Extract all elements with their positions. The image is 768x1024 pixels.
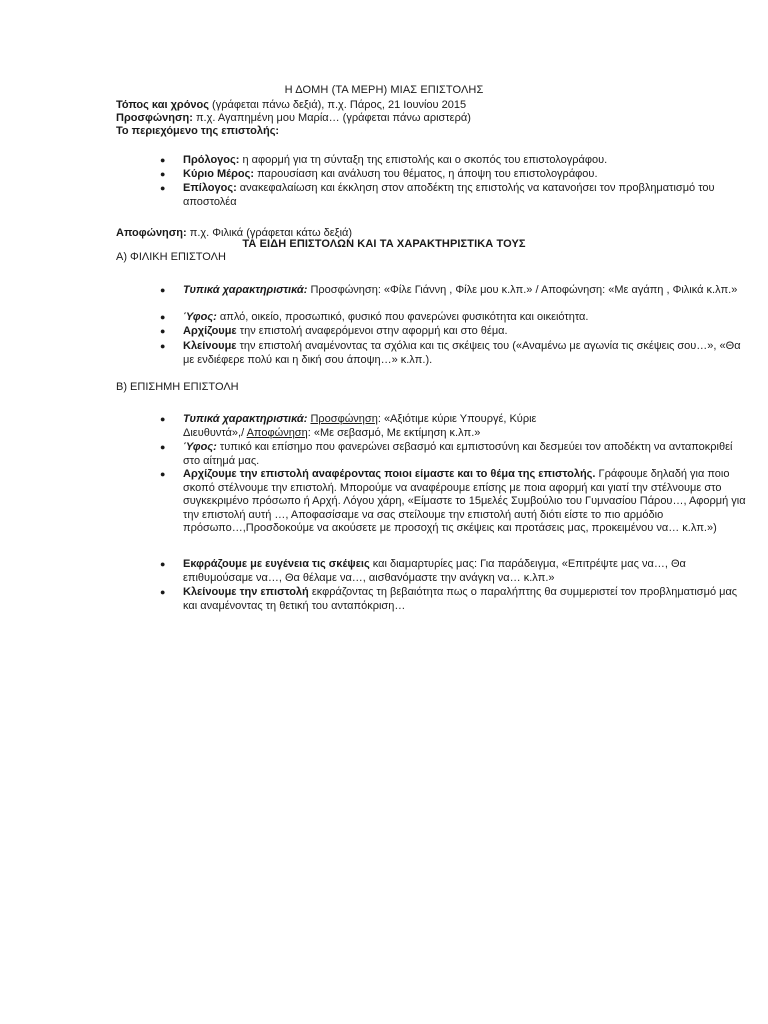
filiki-typika-label: Τυπικά χαρακτηριστικά: — [183, 284, 308, 296]
bullet-icon: ● — [160, 155, 166, 165]
bullet-icon: ● — [160, 559, 166, 569]
types-title: ΤΑ ΕΙΔΗ ΕΠΙΣΤΟΛΩΝ ΚΑΙ ΤΑ ΧΑΡΑΚΤΗΡΙΣΤΙΚΑ ΤΟΥΣ — [242, 238, 526, 250]
bullet-icon: ● — [160, 169, 166, 179]
periexomeno-line — [116, 124, 279, 138]
bullet-icon: ● — [160, 442, 166, 452]
topos-text: (γράφεται πάνω δεξιά), π.χ. Πάρος, 21 Ιουνίου 2015 — [208, 99, 467, 111]
periexomeno-label: Το περιεχόμενο της επιστολής: — [116, 125, 280, 137]
filiki-yfos-text: απλό, οικείο, προσωπικό, φυσικό που φανερώνει φυσικότητα και οικειότητα. — [216, 311, 589, 323]
document-page: Η ΔΟΜΗ (ΤΑ ΜΕΡΗ) ΜΙΑΣ ΕΠΙΣΤΟΛΗΣ Τόπος και χρόνος (γράφεται πάνω δεξιά), π.χ. Πάρος, 21 Ιουνίου 2015 Προσφώνηση: π.χ. Αγαπημένη μου Μαρία… (γράφεται πάνω αριστερά) Το περιεχόμενο της επιστολής: ● Πρόλογος: η αφορμή για τη σύνταξη της επιστολής και ο σκοπός του επιστολογράφου. ● Κύριο Μέρος: παρουσίαση και ανάλυση του θέματος, η άποψη του επιστολογράφου. ● Επίλογος: ανακεφαλαίωση και έκκληση στον αποδέκτη της επιστολής να κατανοήσει τον προβληματισμό του αποστολέα Αποφώνηση: π.χ. Φιλικά (γράφεται κάτω δεξιά) ΤΑ ΕΙΔΗ ΕΠΙΣΤΟΛΩΝ ΚΑΙ ΤΑ ΧΑΡΑΚΤΗΡΙΣΤΙΚΑ ΤΟΥΣ Α) ΦΙΛΙΚΗ ΕΠΙΣΤΟΛΗ ● Τυπικά χαρακτηριστικά: Προσφώνηση: «Φίλε Γιάννη , Φίλε μου κ.λπ.» / Αποφώνηση: «Με αγάπη , Φιλικά κ.λπ.» ● Ύφος: απλό, οικείο, προσωπικό, φυσικό που φανερώνει φυσικότητα και οικειότητα. ● Αρχίζουμε την επιστολή αναφερόμενοι στην αφορμή και στο θέμα. ● Κλείνουμε την επιστολή αναμένοντας τα σχόλια και τις σκέψεις του («Αναμένω με αγωνία τις σκέψεις σου…», «Θα με ενδιέφερε πολύ και η δική σου άποψη…» κ.λπ.). Β) ΕΠΙΣΗΜΗ ΕΠΙΣΤΟΛΗ ● Τυπικά χαρακτηριστικά: Προσφώνηση: «Αξιότιμε κύριε Υπουργέ, Κύριε Διευθυντά»,/ Αποφώνηση: «Με σεβασμό, Με εκτίμηση κ.λπ.» ● Ύφος: τυπικό και επίσημο που φανερώνει σεβασμό και εμπιστοσύνη και δεσμεύει τον αποδέκτη να ανταποκριθεί στο αίτημά μας. ● Αρχίζουμε την επιστολή αναφέροντας ποιοι είμαστε και το θέμα της επιστολής. Γράφουμε δηλαδή για ποιο σκοπό στέλνουμε την επιστολή. Μπορούμε να αναφέρουμε επίσης με ποια αφορμή και γιατί την στέλνουμε στο συγκεκριμένο πρόσωπο ή Αρχή. Λόγου χάρη, «Είμαστε το 15μελές Συμβούλιο του Γυμνασίου Πάρου…, Αφορμή για την επιστολή αυτή …, Αποφασίσαμε να σας στείλουμε την επιστολή αυτή διότι είστε το πιο αρμόδιο πρόσωπο…,Προσδοκούμε να ακούσετε με προσοχή τις σκέψεις και προτάσεις μας, προκειμένου να… κ.λπ.») ● Εκφράζουμε με ευγένεια τις σκέψεις και διαμαρτυρίες μας: Για παράδειγμα, «Επιτρέψτε μας να…, Θα επιθυμούσαμε να…, Θα θέλαμε να…, αισθανόμαστε την ανάγκη να… κ.λπ.» ● Κλείνουμε την επιστολή εκφράζοντας τη βεβαιότητα πως ο παραλήπτης θα συμμεριστεί τον προβληματισμό μας και αναμένοντας τη θετική του ανταπόκριση… — [0, 0, 768, 1024]
prosfonisi-text: π.χ. Αγαπημένη μου Μαρία… (γράφεται πάνω αριστερά) — [192, 112, 471, 124]
episimi-kleinoume-text: εκφράζοντας τη βεβαιότητα πως ο παραλήπτης θα συμμεριστεί τον προβληματισμό μας και αναμένοντας τη θετική του ανταπόκριση… — [183, 586, 738, 612]
bullet-icon: ● — [160, 183, 166, 193]
section-heading-episimi: Β) ΕΠΙΣΗΜΗ ΕΠΙΣΤΟΛΗ — [116, 381, 239, 393]
bullet-icon: ● — [160, 341, 166, 351]
apofonisi-label: Αποφώνηση: — [116, 227, 187, 239]
filiki-kleinoume-label: Κλείνουμε — [183, 340, 237, 352]
filiki-arxizoume-text: την επιστολή αναφερόμενοι στην αφορμή και στο θέμα. — [236, 325, 508, 337]
episimi-ekfrazoume-label: Εκφράζουμε με ευγένεια τις σκέψεις — [183, 558, 370, 570]
prosfonisi-line — [116, 111, 471, 125]
episimi-typika-label: Τυπικά χαρακτηριστικά: — [183, 413, 308, 425]
prosfonisi-label: Προσφώνηση: — [116, 112, 193, 124]
bullet-icon: ● — [160, 414, 166, 424]
filiki-yfos-label: Ύφος: — [183, 311, 217, 323]
episimi-yfos-label: Ύφος: — [183, 441, 217, 453]
episimi-arxizoume-label: Αρχίζουμε την επιστολή αναφέροντας ποιοι είμαστε και το θέμα της επιστολής. — [183, 468, 596, 480]
bullet-icon: ● — [160, 285, 166, 295]
kyrio-meros-text: παρουσίαση και ανάλυση του θέματος, η άποψη του επιστολογράφου. — [254, 168, 598, 180]
prologos-text: η αφορμή για τη σύνταξη της επιστολής και ο σκοπός του επιστολογράφου. — [239, 154, 608, 166]
episimi-yfos-text: τυπικό και επίσημο που φανερώνει σεβασμό και εμπιστοσύνη και δεσμεύει τον αποδέκτη να ανταποκριθεί στο αίτημά μας. — [183, 441, 733, 467]
bullet-icon: ● — [160, 326, 166, 336]
section-heading-filiki: Α) ΦΙΛΙΚΗ ΕΠΙΣΤΟΛΗ — [116, 251, 226, 263]
episimi-ekfrazoume-text: και διαμαρτυρίες μας: Για παράδειγμα, «Επιτρέψτε μας να…, Θα επιθυμούσαμε να…, Θα θέλαμε να…, αισθανόμαστε την ανάγκη να… κ.λπ.» — [183, 558, 686, 584]
filiki-kleinoume-text: την επιστολή αναμένοντας τα σχόλια και τις σκέψεις του («Αναμένω με αγωνία τις σκέψεις σου…», «Θα με ενδιέφερε πολύ και η δική σου άποψη…» κ.λπ.). — [183, 340, 741, 366]
episimi-arxizoume-text: Γράφουμε δηλαδή για ποιο σκοπό στέλνουμε την επιστολή. Μπορούμε να αναφέρουμε επίσης με ποια αφορμή και γιατί την στέλνουμε στο συγκεκριμένο πρόσωπο ή Αρχή. Λόγου χάρη, «Είμαστε το 15μελές Συμβούλιο του Γυμνασίου Πάρου…, Αφορμή για την επιστολή αυτή …, Αποφασίσαμε να σας στείλουμε την επιστολή αυτή διότι είστε το πιο αρμόδιο πρόσωπο…,Προσδοκούμε να ακούσετε με προσοχή τις σκέψεις και προτάσεις μας, προκειμένου να… κ.λπ.») — [183, 468, 746, 535]
filiki-arxizoume-label: Αρχίζουμε — [183, 325, 237, 337]
epilogos-text: ανακεφαλαίωση και έκκληση στον αποδέκτη της επιστολής να κατανοήσει τον προβληματισμό του αποστολέα — [183, 182, 715, 208]
episimi-kleinoume-label: Κλείνουμε την επιστολή — [183, 586, 309, 598]
bullet-icon: ● — [160, 469, 166, 479]
prologos-label: Πρόλογος: — [183, 154, 240, 166]
filiki-typika-text: Προσφώνηση: «Φίλε Γιάννη , Φίλε μου κ.λπ.» / Αποφώνηση: «Με αγάπη , Φιλικά κ.λπ.» — [307, 284, 738, 296]
prosfonisi-underlined: Προσφώνηση — [310, 413, 378, 425]
epilogos-label: Επίλογος: — [183, 182, 237, 194]
document-title: Η ΔΟΜΗ (ΤΑ ΜΕΡΗ) ΜΙΑΣ ΕΠΙΣΤΟΛΗΣ — [284, 84, 484, 96]
topos-line — [116, 98, 466, 112]
topos-label: Τόπος και χρόνος — [116, 99, 209, 111]
kyrio-meros-label: Κύριο Μέρος: — [183, 168, 255, 180]
apofonisi-text: π.χ. Φιλικά (γράφεται κάτω δεξιά) — [186, 227, 353, 239]
apofonisi-underlined: Αποφώνηση — [246, 426, 308, 439]
bullet-icon: ● — [160, 312, 166, 322]
bullet-icon: ● — [160, 587, 166, 597]
